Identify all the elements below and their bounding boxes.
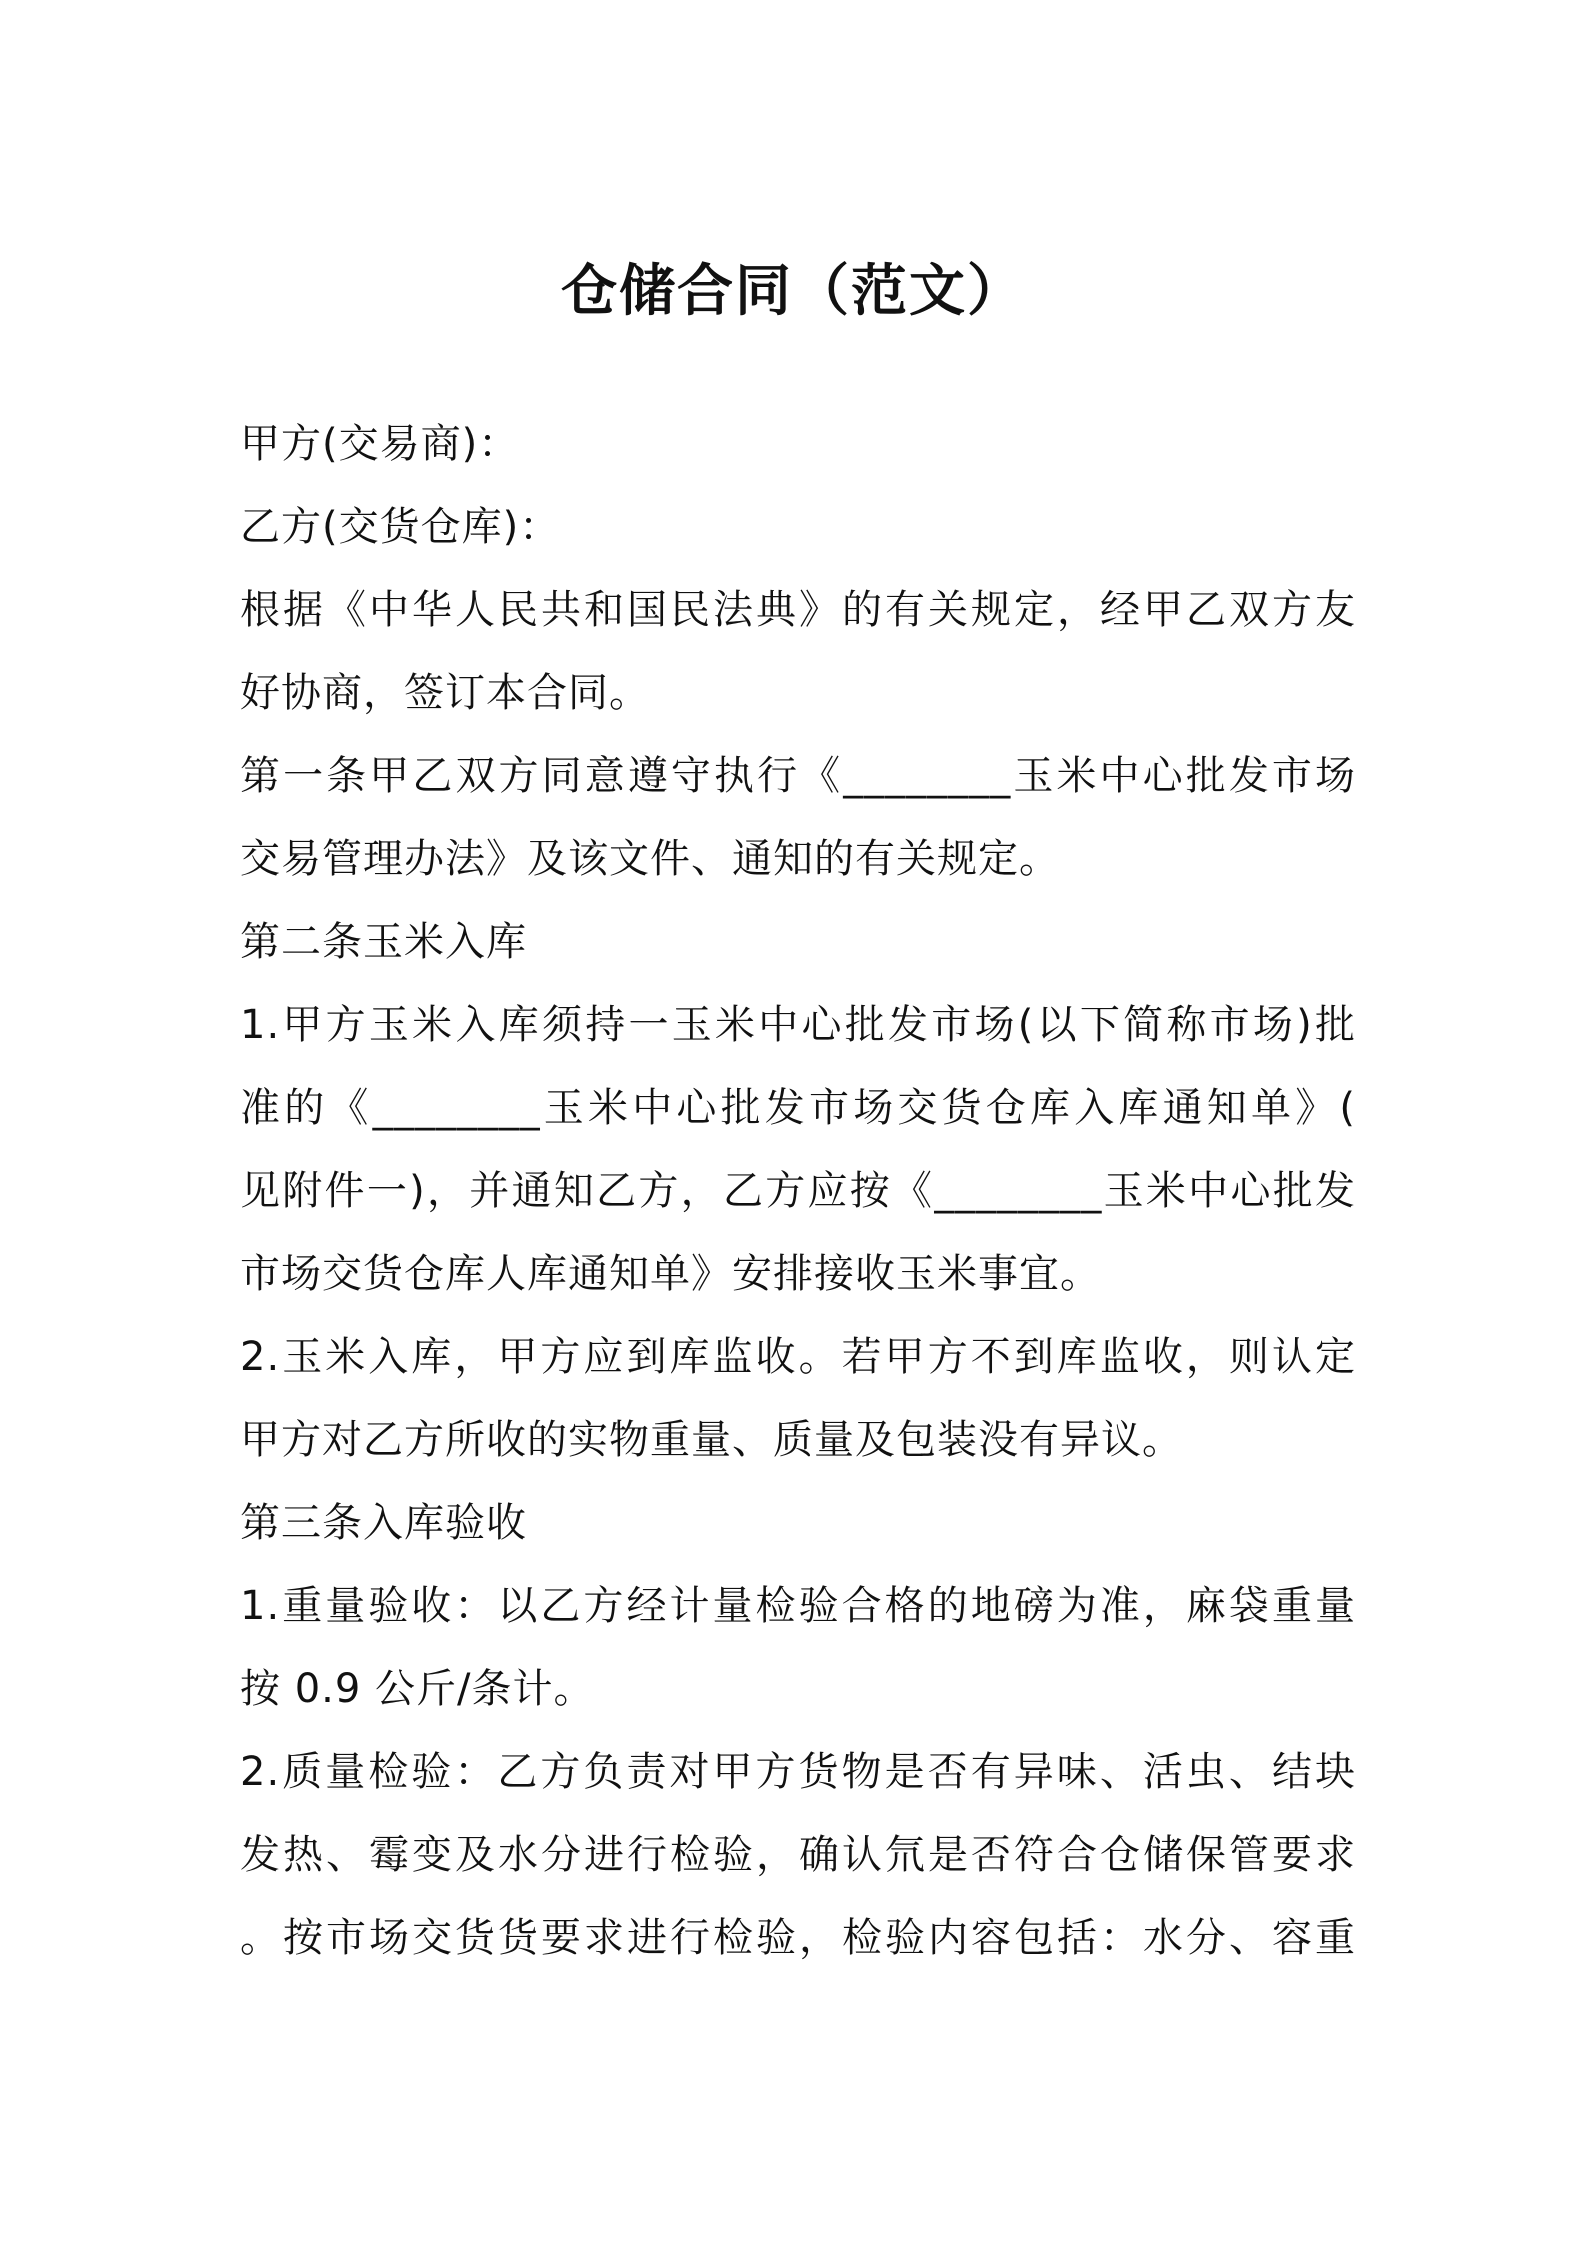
paragraph-line: 好协商，签订本合同。 <box>240 670 650 716</box>
paragraph-line: 甲方对乙方所收的实物重量、质量及包装没有异议。 <box>240 1417 1183 1463</box>
paragraph-line: 市场交货仓库人库通知单》安排接收玉米事宜。 <box>240 1251 1101 1297</box>
document-body <box>240 403 1356 1980</box>
party-a-line: 甲方(交易商)： <box>240 421 520 467</box>
paragraph-line: 交易管理办法》及该文件、通知的有关规定。 <box>240 836 1060 882</box>
document-title: 仓储合同（范文） <box>561 259 1025 324</box>
paragraph-line: 按 0.9 公斤/条计。 <box>240 1666 595 1712</box>
section-heading: 第三条入库验收 <box>240 1500 527 1546</box>
paragraph-line: 第一条甲乙双方同意遵守执行《________玉米中心批发市场 <box>240 753 1356 799</box>
paragraph-line: 准的《________玉米中心批发市场交货仓库入库通知单》( <box>240 1085 1356 1131</box>
paragraph-line: 2.玉米入库，甲方应到库监收。若甲方不到库监收，则认定 <box>240 1334 1356 1380</box>
party-b-line: 乙方(交货仓库)： <box>240 504 561 550</box>
paragraph-line: 1.重量验收：以乙方经计量检验合格的地磅为准，麻袋重量 <box>240 1583 1356 1629</box>
paragraph-line: 发热、霉变及水分进行检验，确认氘是否符合仓储保管要求 <box>240 1832 1356 1878</box>
paragraph-line: 2.质量检验：乙方负责对甲方货物是否有异味、活虫、结块 <box>240 1749 1356 1795</box>
paragraph-line: 。按市场交货货要求进行检验，检验内容包括：水分、容重 <box>240 1915 1356 1961</box>
paragraph-line: 根据《中华人民共和国民法典》的有关规定，经甲乙双方友 <box>240 587 1356 633</box>
paragraph-line: 1.甲方玉米入库须持一玉米中心批发市场(以下简称市场)批 <box>240 1002 1356 1048</box>
section-heading: 第二条玉米入库 <box>240 919 527 965</box>
paragraph-line: 见附件一)，并通知乙方，乙方应按《________玉米中心批发 <box>240 1168 1356 1214</box>
